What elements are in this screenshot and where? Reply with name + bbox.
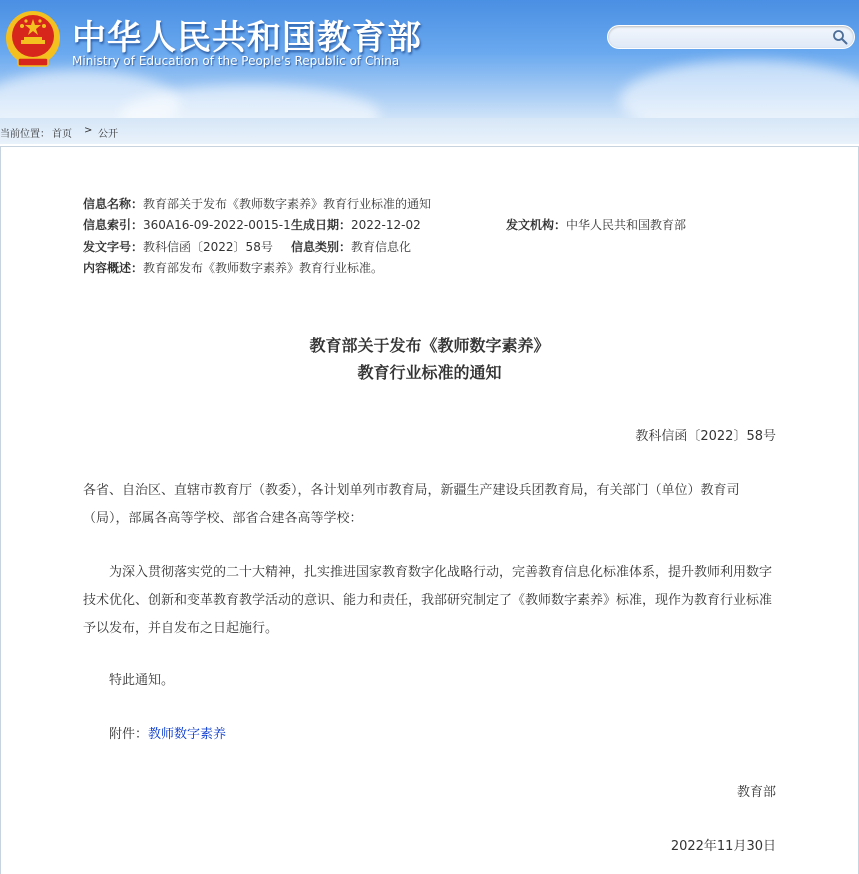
meta-docno-value: 教科信函〔2022〕58号 bbox=[143, 240, 273, 254]
meta-index bbox=[83, 216, 291, 233]
doc-closing: 特此通知。 bbox=[109, 673, 175, 688]
meta-date bbox=[291, 216, 421, 233]
content-panel bbox=[0, 146, 859, 874]
meta-category-label: 信息类别： bbox=[291, 240, 352, 254]
breadcrumb-separator: > bbox=[84, 125, 93, 136]
national-emblem-icon bbox=[4, 8, 62, 70]
meta-org-label: 发文机构： bbox=[506, 218, 567, 232]
meta-date-label: 生成日期： bbox=[291, 218, 352, 232]
search-input[interactable] bbox=[618, 28, 822, 48]
attachment-label: 附件： bbox=[109, 727, 149, 742]
doc-signer: 教育部 bbox=[736, 785, 776, 800]
breadcrumb-label: 当前位置： bbox=[0, 129, 50, 140]
doc-attachment bbox=[83, 721, 783, 749]
breadcrumb-home-link[interactable]: 首页 bbox=[52, 129, 72, 140]
meta-index-label: 信息索引： bbox=[83, 218, 144, 232]
doc-title-line1: 教育部关于发布《教师数字素养》 bbox=[309, 336, 550, 355]
meta-index-value: 360A16-09-2022-0015-1 bbox=[143, 218, 291, 232]
breadcrumb-current[interactable]: 公开 bbox=[98, 129, 118, 140]
doc-number: 教科信函〔2022〕58号 bbox=[635, 429, 776, 444]
site-title: 中华人民共和国教育部 bbox=[72, 18, 422, 58]
meta-name-label: 信息名称： bbox=[83, 197, 144, 211]
site-subtitle: Ministry of Education of the People's Republic of China bbox=[72, 54, 400, 68]
site-header bbox=[0, 0, 859, 118]
search-box bbox=[607, 25, 855, 49]
meta-date-value: 2022-12-02 bbox=[351, 218, 421, 232]
meta-org bbox=[506, 216, 686, 233]
meta-org-value: 中华人民共和国教育部 bbox=[566, 218, 687, 232]
meta-summary-value: 教育部发布《教师数字素养》教育行业标准。 bbox=[143, 261, 384, 275]
doc-paragraph: 为深入贯彻落实党的二十大精神，扎实推进国家教育数字化战略行动，完善教育信息化标准体系，提升教师利用数字技术优化、创新和变革教育教学活动的意识、能力和责任，我部研究制定了《教师数字素养》标准，现作为教育行业标准予以发布，并自发布之日起施行。 bbox=[83, 565, 773, 636]
doc-title-line2: 教育行业标准的通知 bbox=[357, 363, 502, 382]
doc-recipients: 各省、自治区、直辖市教育厅（教委），各计划单列市教育局，新疆生产建设兵团教育局，有关部门（单位）教育司（局），部属各高等学校、部省合建各高等学校： bbox=[83, 483, 740, 526]
meta-docno-label: 发文字号： bbox=[83, 240, 144, 254]
meta-category bbox=[291, 238, 411, 255]
meta-summary-row bbox=[83, 259, 383, 276]
breadcrumb bbox=[0, 118, 859, 144]
attachment-link[interactable]: 教师数字素养 bbox=[148, 727, 227, 742]
meta-summary-label: 内容概述： bbox=[83, 261, 144, 275]
meta-name-value: 教育部关于发布《教师数字素养》教育行业标准的通知 bbox=[143, 197, 432, 211]
cloud-decoration bbox=[620, 60, 859, 118]
meta-docno bbox=[83, 238, 273, 255]
doc-date: 2022年11月30日 bbox=[670, 839, 776, 854]
meta-name-row bbox=[83, 195, 431, 212]
search-icon[interactable] bbox=[832, 29, 848, 45]
meta-category-value: 教育信息化 bbox=[351, 240, 412, 254]
